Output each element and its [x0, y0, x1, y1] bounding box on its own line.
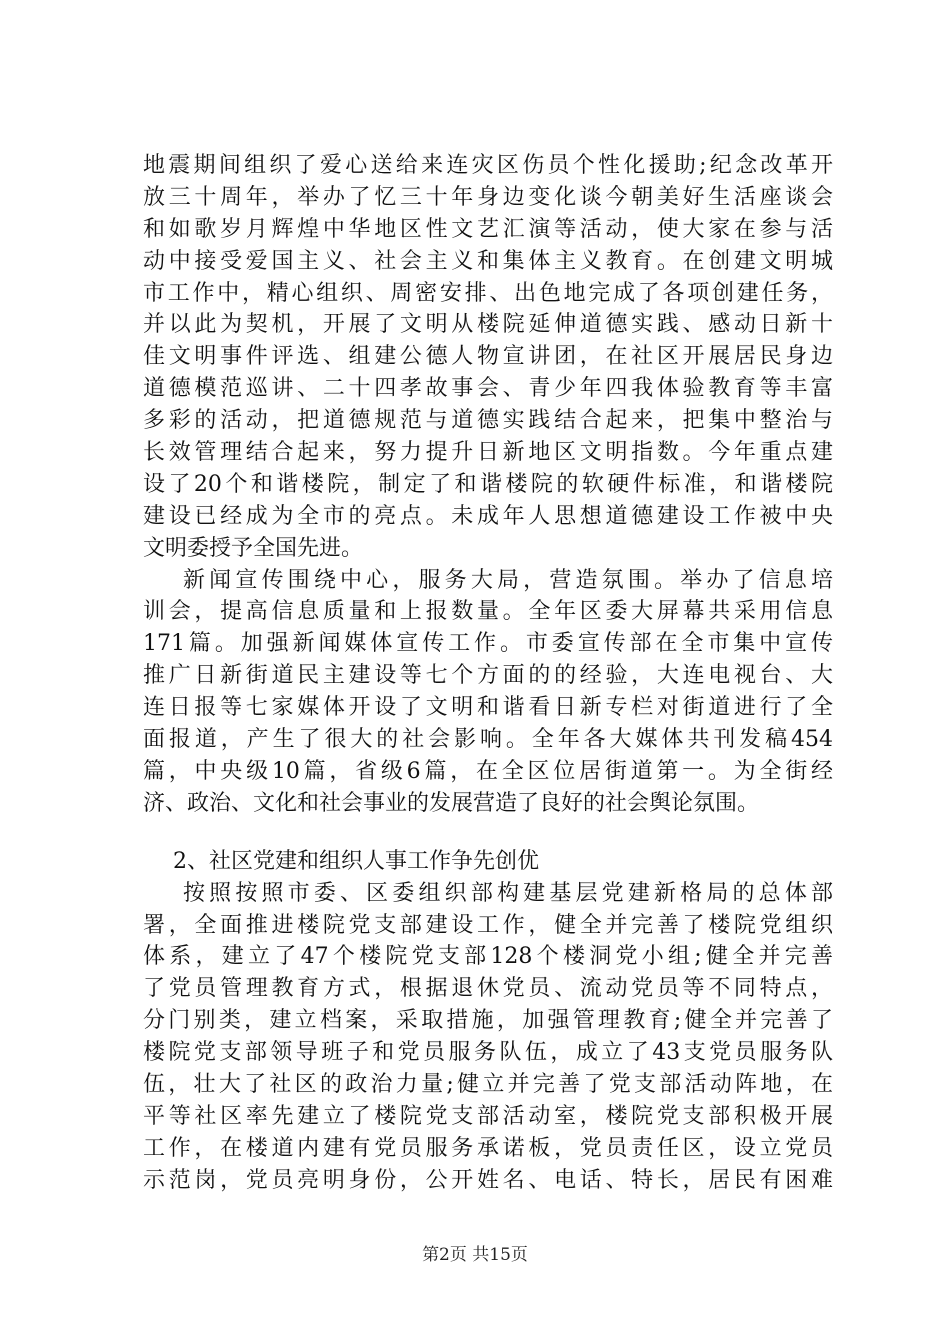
text-line: 连日报等七家媒体开设了文明和谐看日新专栏对街道进行了全 [143, 695, 833, 721]
page-number-footer: 第2页 共15页 [422, 1245, 528, 1265]
text-line: 道德模范巡讲、二十四孝故事会、青少年四我体验教育等丰富 [143, 376, 833, 402]
text-line: 动中接受爱国主义、社会主义和集体主义教育。在创建文明城 [143, 248, 833, 274]
text-line: 面报道，产生了很大的社会影响。全年各大媒体共刊发稿454 [143, 727, 833, 753]
text-line: 体系，建立了47个楼院党支部128个楼洞党小组;健全并完善 [143, 944, 833, 970]
text-line: 署，全面推进楼院党支部建设工作，健全并完善了楼院党组织 [143, 912, 833, 938]
text-line: 训会，提高信息质量和上报数量。全年区委大屏幕共采用信息 [143, 599, 833, 625]
text-line: 佳文明事件评选、组建公德人物宣讲团，在社区开展居民身边 [143, 344, 833, 370]
text-line: 地震期间组织了爱心送给来连灾区伤员个性化援助;纪念改革开 [143, 153, 833, 178]
text-line: 平等社区率先建立了楼院党支部活动室，楼院党支部积极开展 [143, 1103, 833, 1129]
text-line: 市工作中，精心组织、周密安排、出色地完成了各项创建任务， [143, 280, 833, 306]
text-line: 设了20个和谐楼院，制定了和谐楼院的软硬件标准，和谐楼院 [143, 471, 833, 497]
text-line: 建设已经成为全市的亮点。未成年人思想道德建设工作被中央 [143, 503, 833, 529]
text-line: 楼院党支部领导班子和党员服务队伍，成立了43支党员服务队 [143, 1040, 833, 1066]
text-line: 推广日新街道民主建设等七个方面的的经验，大连电视台、大 [143, 663, 833, 689]
text-line: 示范岗，党员亮明身份，公开姓名、电话、特长，居民有困难 [143, 1167, 833, 1193]
text-line: 分门别类，建立档案，采取措施，加强管理教育;健全并完善了 [143, 1008, 833, 1034]
section-heading: 2、社区党建和组织人事工作争先创优 [173, 848, 539, 874]
text-line: 171篇。加强新闻媒体宣传工作。市委宣传部在全市集中宣传 [143, 631, 833, 657]
text-line: 了党员管理教育方式，根据退休党员、流动党员等不同特点， [143, 976, 833, 1002]
text-line: 新闻宣传围绕中心，服务大局，营造氛围。举办了信息培 [183, 567, 833, 593]
paragraph-1 [143, 150, 833, 565]
paragraph-spacer [143, 820, 833, 846]
document-body [143, 150, 833, 1197]
text-line: 工作，在楼道内建有党员服务承诺板，党员责任区，设立党员 [143, 1135, 833, 1161]
text-line: 按照按照市委、区委组织部构建基层党建新格局的总体部 [183, 880, 833, 906]
text-line: 长效管理结合起来，努力提升日新地区文明指数。今年重点建 [143, 440, 833, 466]
text-line: 伍，壮大了社区的政治力量;健立并完善了党支部活动阵地，在 [143, 1072, 833, 1098]
text-line: 文明委授予全国先进。 [143, 535, 364, 561]
text-line: 济、政治、文化和社会事业的发展营造了良好的社会舆论氛围。 [143, 790, 760, 816]
text-line: 放三十周年，举办了忆三十年身边变化谈今朝美好生活座谈会 [143, 184, 833, 210]
text-line: 篇，中央级10篇，省级6篇，在全区位居街道第一。为全街经 [143, 758, 833, 784]
paragraph-3 [143, 878, 833, 1197]
text-line: 和如歌岁月辉煌中华地区性文艺汇演等活动，使大家在参与活 [143, 216, 833, 242]
text-line: 多彩的活动，把道德规范与道德实践结合起来，把集中整治与 [143, 408, 833, 434]
text-line: 并以此为契机，开展了文明从楼院延伸道德实践、感动日新十 [143, 312, 833, 338]
paragraph-2 [143, 565, 833, 820]
